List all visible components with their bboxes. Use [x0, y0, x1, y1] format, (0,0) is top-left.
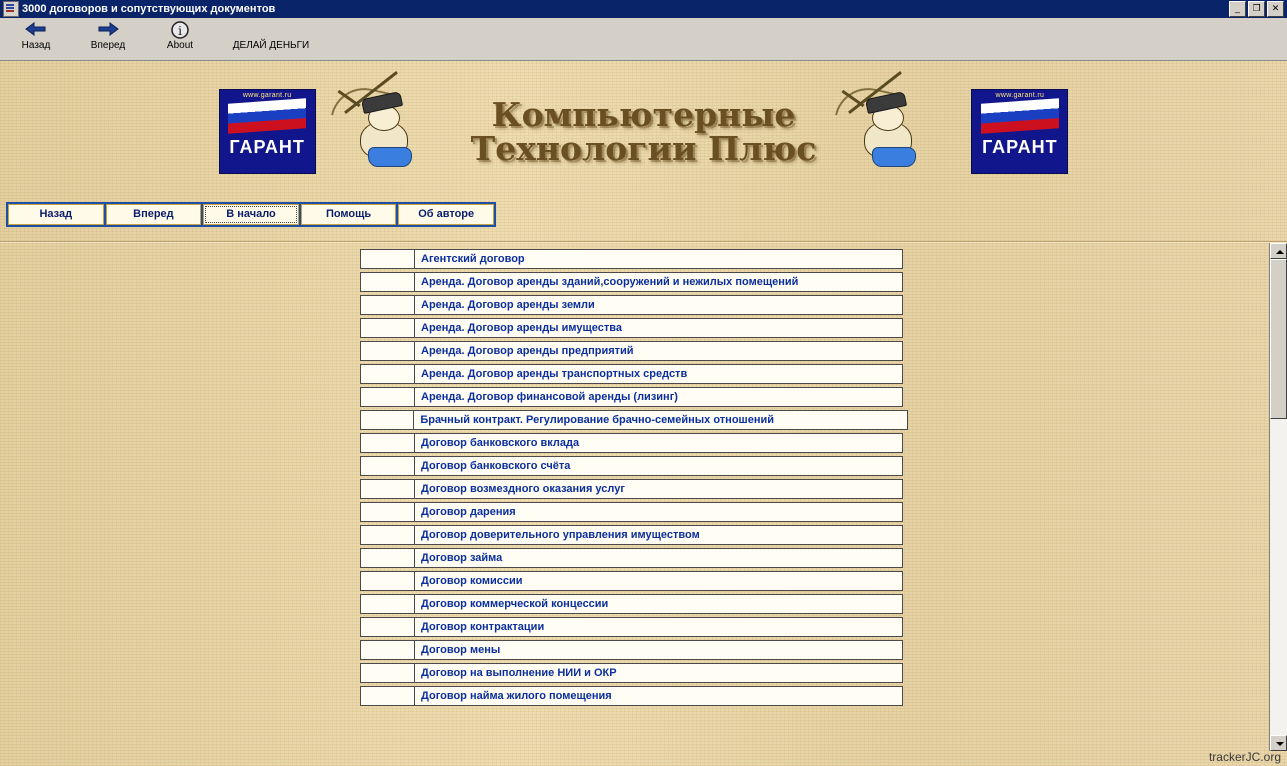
row-number-cell [360, 640, 415, 660]
minimize-button[interactable]: _ [1229, 1, 1246, 17]
table-row[interactable] [360, 617, 908, 637]
page-title-line2: Технологии Плюс [470, 128, 817, 168]
table-row[interactable] [360, 571, 908, 591]
document-link[interactable]: Договор контрактации [421, 621, 545, 633]
row-link-cell[interactable] [415, 617, 903, 637]
toolbar-button-back[interactable] [0, 20, 72, 52]
document-link[interactable]: Договор дарения [421, 506, 516, 518]
garant-logo-left[interactable] [219, 89, 316, 174]
row-link-cell[interactable] [415, 433, 903, 453]
window-titlebar [0, 0, 1287, 18]
forward-arrow-icon [72, 20, 144, 40]
toolbar-label-back: Назад [21, 40, 51, 51]
row-number-cell [360, 272, 415, 292]
row-number-cell [360, 502, 415, 522]
table-row[interactable] [360, 594, 908, 614]
row-number-cell [360, 571, 415, 591]
row-number-cell [360, 456, 415, 476]
russian-flag-icon [228, 98, 306, 133]
document-link[interactable]: Аренда. Договор финансовой аренды (лизинг) [421, 391, 678, 403]
back-arrow-svg [25, 20, 47, 38]
row-link-cell[interactable] [415, 479, 903, 499]
page-navigation-bar [6, 202, 496, 227]
table-row[interactable] [360, 525, 908, 545]
maximize-button[interactable]: ❐ [1248, 1, 1265, 17]
document-list-area [0, 243, 1287, 751]
back-arrow-icon [0, 20, 72, 40]
table-row[interactable] [360, 295, 908, 315]
table-row[interactable] [360, 663, 908, 683]
table-row[interactable] [360, 548, 908, 568]
document-link[interactable]: Агентский договор [421, 253, 525, 265]
row-number-cell [360, 594, 415, 614]
russian-flag-icon [981, 98, 1059, 133]
row-link-cell[interactable] [415, 640, 903, 660]
table-row[interactable] [360, 410, 908, 430]
svg-text:i: i [178, 24, 182, 38]
scrollbar-thumb[interactable] [1270, 259, 1287, 419]
scroll-up-icon[interactable] [1270, 243, 1287, 259]
row-link-cell[interactable] [415, 364, 903, 384]
garant-url-right: www.garant.ru [995, 92, 1045, 99]
row-link-cell[interactable] [415, 272, 903, 292]
document-link[interactable]: Аренда. Договор аренды имущества [421, 322, 622, 334]
document-link[interactable]: Договор мены [421, 644, 501, 656]
table-row[interactable] [360, 640, 908, 660]
row-link-cell[interactable] [415, 525, 903, 545]
document-list [360, 249, 908, 706]
row-link-cell[interactable] [415, 686, 903, 706]
table-row[interactable] [360, 272, 908, 292]
mole-with-pickaxe-icon-right [838, 87, 953, 177]
document-link[interactable]: Брачный контракт. Регулирование брачно-семейных отношений [420, 414, 775, 426]
row-number-cell [360, 295, 415, 315]
row-link-cell[interactable] [415, 341, 903, 361]
row-link-cell[interactable] [415, 249, 903, 269]
row-number-cell [360, 387, 415, 407]
table-row[interactable] [360, 502, 908, 522]
table-row[interactable] [360, 686, 908, 706]
document-link[interactable]: Аренда. Договор аренды земли [421, 299, 595, 311]
document-link[interactable]: Аренда. Договор аренды транспортных средств [421, 368, 688, 380]
row-link-cell[interactable] [415, 548, 903, 568]
vertical-scrollbar[interactable] [1269, 243, 1287, 751]
row-link-cell[interactable] [415, 456, 903, 476]
about-info-svg [170, 20, 190, 40]
table-row[interactable] [360, 318, 908, 338]
page-banner [0, 61, 1287, 194]
document-link[interactable]: Договор на выполнение НИИ и ОКР [421, 667, 617, 679]
nav-button-help[interactable]: Помощь [301, 204, 397, 225]
row-number-cell [360, 686, 415, 706]
toolbar-button-forward[interactable] [72, 20, 144, 52]
about-info-icon [144, 20, 216, 40]
table-row[interactable] [360, 341, 908, 361]
money-icon [216, 20, 326, 40]
window-controls [1229, 1, 1285, 17]
garant-url-left: www.garant.ru [242, 92, 292, 99]
document-link[interactable]: Договор коммерческой концессии [421, 598, 609, 610]
toolbar-label-about: About [166, 40, 194, 51]
document-link[interactable]: Договор займа [421, 552, 503, 564]
toolbar-label-money: ДЕЛАЙ ДЕНЬГИ [232, 40, 310, 51]
nav-button-about-author[interactable]: Об авторе [398, 204, 494, 225]
row-number-cell [360, 663, 415, 683]
row-number-cell [360, 249, 415, 269]
document-link[interactable]: Договор комиссии [421, 575, 523, 587]
toolbar-label-forward: Вперед [90, 40, 126, 51]
document-link[interactable]: Договор банковского счёта [421, 460, 571, 472]
row-link-cell[interactable] [415, 571, 903, 591]
table-row[interactable] [360, 249, 908, 269]
row-number-cell [360, 617, 415, 637]
document-link[interactable]: Аренда. Договор аренды предприятий [421, 345, 634, 357]
table-row[interactable] [360, 479, 908, 499]
row-link-cell[interactable] [415, 502, 903, 522]
scroll-down-icon[interactable] [1270, 735, 1287, 751]
row-number-cell [360, 410, 414, 430]
row-link-cell[interactable] [415, 663, 903, 683]
nav-button-forward[interactable]: Вперед [106, 204, 202, 225]
garant-logo-right[interactable] [971, 89, 1068, 174]
table-row[interactable] [360, 387, 908, 407]
row-link-cell[interactable] [415, 387, 903, 407]
application-window-icon [3, 1, 19, 17]
document-link[interactable]: Договор банковского вклада [421, 437, 580, 449]
row-number-cell [360, 364, 415, 384]
table-row[interactable] [360, 364, 908, 384]
page-title [467, 94, 821, 168]
row-link-cell[interactable] [415, 594, 903, 614]
row-number-cell [360, 341, 415, 361]
document-link[interactable]: Договор возмездного оказания услуг [421, 483, 625, 495]
row-link-cell[interactable] [415, 295, 903, 315]
row-number-cell [360, 548, 415, 568]
row-number-cell [360, 433, 415, 453]
garant-wordmark-left: ГАРАНТ [229, 137, 305, 157]
nav-button-home[interactable]: В начало [203, 204, 299, 225]
table-row[interactable] [360, 456, 908, 476]
nav-button-back[interactable]: Назад [8, 204, 104, 225]
garant-wordmark-right: ГАРАНТ [982, 137, 1058, 157]
row-number-cell [360, 525, 415, 545]
table-row[interactable] [360, 433, 908, 453]
row-number-cell [360, 479, 415, 499]
document-link[interactable]: Договор доверительного управления имуществом [421, 529, 700, 541]
scrollbar-track[interactable] [1270, 419, 1287, 735]
toolbar-button-money[interactable] [216, 20, 326, 52]
forward-arrow-svg [97, 20, 119, 38]
document-link[interactable]: Договор найма жилого помещения [421, 690, 612, 702]
document-page [0, 61, 1287, 766]
row-link-cell[interactable] [414, 410, 908, 430]
toolbar-button-about[interactable] [144, 20, 216, 52]
close-button[interactable]: ✕ [1267, 1, 1284, 17]
row-number-cell [360, 318, 415, 338]
mole-with-pickaxe-icon-left [334, 87, 449, 177]
window-title: 3000 договоров и сопутствующих документов [22, 3, 276, 15]
watermark-text: trackerJC.org [1208, 750, 1281, 764]
page-title-line1: Компьютерные [491, 94, 796, 134]
row-link-cell[interactable] [415, 318, 903, 338]
main-toolbar [0, 18, 1287, 61]
document-link[interactable]: Аренда. Договор аренды зданий,сооружений и нежилых помещений [421, 276, 799, 288]
